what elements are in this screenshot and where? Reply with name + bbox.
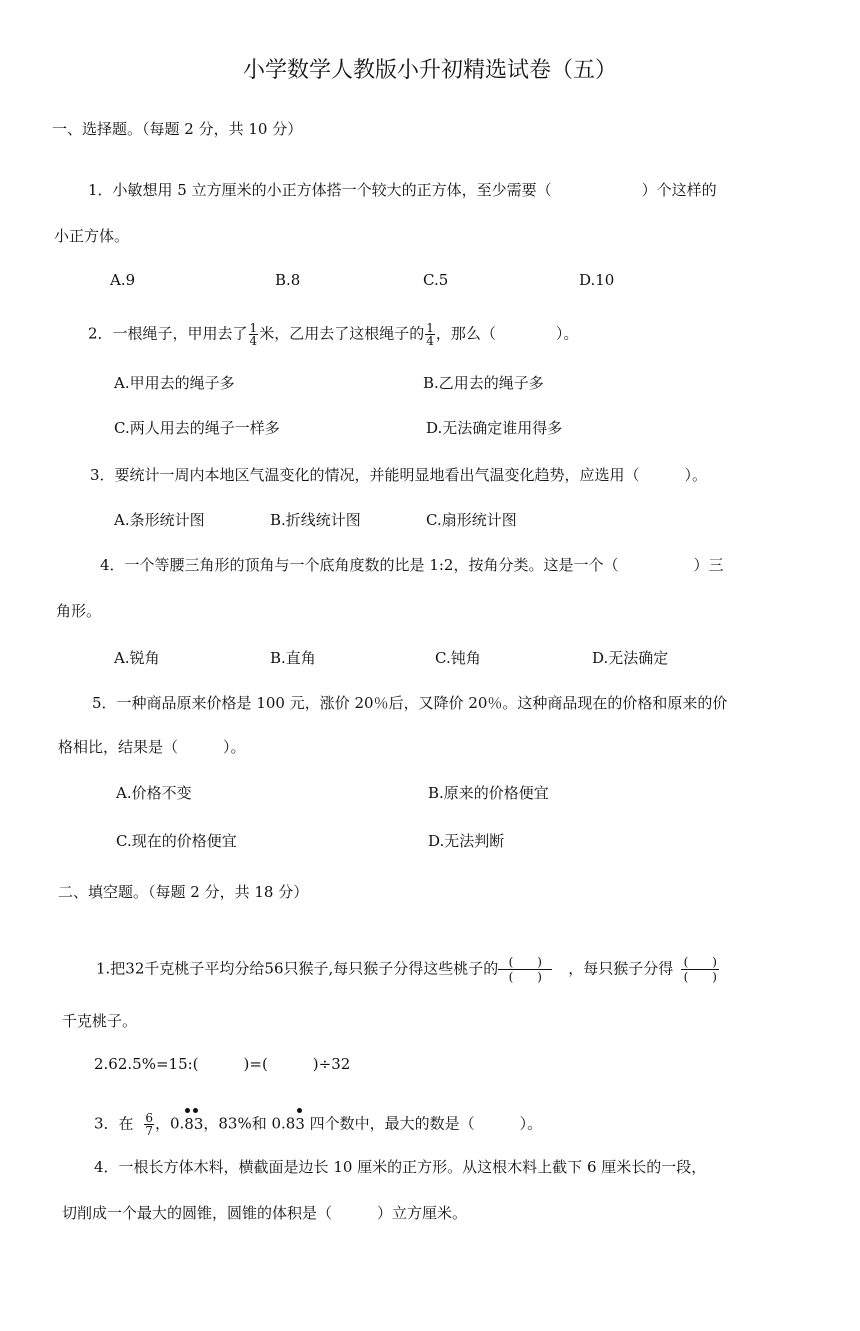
s1-q2-option-a: A.甲用去的绳子多 [114, 374, 235, 392]
s2-q3-suffix: 四个数中，最大的数是（ ）。 [304, 1114, 543, 1133]
s1-q2-text [88, 322, 578, 347]
s2-q2-text: 2.62.5%=15:( )=( )÷32 [94, 1055, 351, 1073]
s1-q2-option-c: C.两人用去的绳子一样多 [114, 419, 280, 437]
fraction-denominator: 7 [145, 1124, 153, 1138]
s1-q1-option-c: C.5 [423, 271, 449, 289]
section1-heading: 一、选择题。（每题 2 分，共 10 分） [52, 120, 303, 138]
s1-q5-option-d: D.无法判断 [428, 832, 505, 850]
blank-fraction [498, 955, 552, 984]
s1-q3-option-c: C.扇形统计图 [426, 511, 517, 529]
section2-heading: 二、填空题。（每题 2 分，共 18 分） [58, 883, 309, 901]
repeating-digits: 83 [184, 1114, 204, 1133]
s2-q1-part2: ，每只猴子分得 [568, 959, 674, 978]
s1-q1-line1: 1．小敏想用 5 立方厘米的小正方体搭一个较大的正方体，至少需要（ ）个这样的 [88, 181, 717, 199]
blank-fraction [681, 955, 719, 984]
blank-numerator: ( ) [683, 955, 717, 969]
s1-q1-option-a: A.9 [110, 271, 136, 289]
fraction-numerator: 1 [249, 321, 258, 335]
s2-q1-line1 [96, 955, 719, 984]
s1-q4-line2: 角形。 [56, 602, 102, 620]
s1-q5-option-b: B.原来的价格便宜 [428, 784, 549, 802]
repeat-dot [297, 1108, 302, 1113]
repeating-decimal-3 [295, 1114, 305, 1134]
s1-q2-part2: 米，乙用去了这根绳子的 [259, 324, 425, 343]
s2-q4-line1: 4．一根长方体木料，横截面是边长 10 厘米的正方形。从这根木料上截下 6 厘米长的一段， [94, 1158, 707, 1176]
s2-q3-text [94, 1112, 542, 1137]
s1-q1-line2: 小正方体。 [54, 227, 130, 245]
fraction-one-quarter [425, 322, 435, 347]
s1-q4-line1: 4．一个等腰三角形的顶角与一个底角度数的比是 1:2，按角分类。这是一个（ ）三 [100, 556, 724, 574]
s1-q4-option-b: B.直角 [270, 649, 316, 667]
s1-q2-part3: ，那么（ ）。 [435, 324, 579, 343]
repeat-dot [193, 1108, 198, 1113]
s2-q1-line2: 千克桃子。 [62, 1012, 138, 1030]
fraction-denominator: 4 [249, 334, 258, 348]
repeating-decimal-83 [184, 1114, 203, 1134]
blank-numerator: ( ) [508, 955, 542, 969]
fraction-numerator: 1 [426, 321, 434, 335]
blank-denominator: ( ) [498, 969, 552, 984]
fraction-one-quarter [249, 322, 259, 347]
repeating-digit: 3 [295, 1114, 305, 1133]
s2-q3-sep1: ，0. [154, 1114, 185, 1133]
s1-q1-option-d: D.10 [579, 271, 615, 289]
s1-q5-option-a: A.价格不变 [116, 784, 192, 802]
s1-q4-option-d: D.无法确定 [592, 649, 669, 667]
s1-q2-option-d: D.无法确定谁用得多 [426, 419, 563, 437]
s1-q3-text: 3．要统计一周内本地区气温变化的情况，并能明显地看出气温变化趋势，应选用（ ）。 [90, 466, 708, 484]
s1-q3-option-a: A.条形统计图 [114, 511, 205, 529]
s1-q5-line1: 5．一种商品原来价格是 100 元，涨价 20％后，又降价 20％。这种商品现在的价格和原来的价 [92, 694, 728, 712]
fraction-denominator: 4 [426, 334, 434, 348]
blank-denominator: ( ) [681, 969, 719, 984]
s1-q3-option-b: B.折线统计图 [270, 511, 361, 529]
s1-q5-line2: 格相比，结果是（ ）。 [58, 738, 246, 756]
s1-q5-option-c: C.现在的价格便宜 [116, 832, 237, 850]
s2-q4-line2: 切削成一个最大的圆锥，圆锥的体积是（ ）立方厘米。 [62, 1204, 468, 1222]
s1-q1-option-b: B.8 [275, 271, 301, 289]
fraction-numerator: 6 [145, 1111, 153, 1125]
s1-q4-option-c: C.钝角 [435, 649, 481, 667]
s2-q3-prefix: 3．在 [94, 1114, 134, 1133]
page-title: 小学数学人教版小升初精选试卷（五） [242, 58, 617, 83]
s1-q4-option-a: A.锐角 [114, 649, 160, 667]
s2-q1-part1: 1.把32千克桃子平均分给56只猴子,每只猴子分得这些桃子的 [96, 959, 499, 978]
repeat-dot [185, 1108, 190, 1113]
s1-q2-option-b: B.乙用去的绳子多 [423, 374, 544, 392]
fraction-six-sevenths [144, 1112, 154, 1137]
s2-q3-sep2: ，83%和 0.8 [203, 1114, 296, 1133]
s1-q2-part1: 2．一根绳子，甲用去了 [88, 324, 248, 343]
